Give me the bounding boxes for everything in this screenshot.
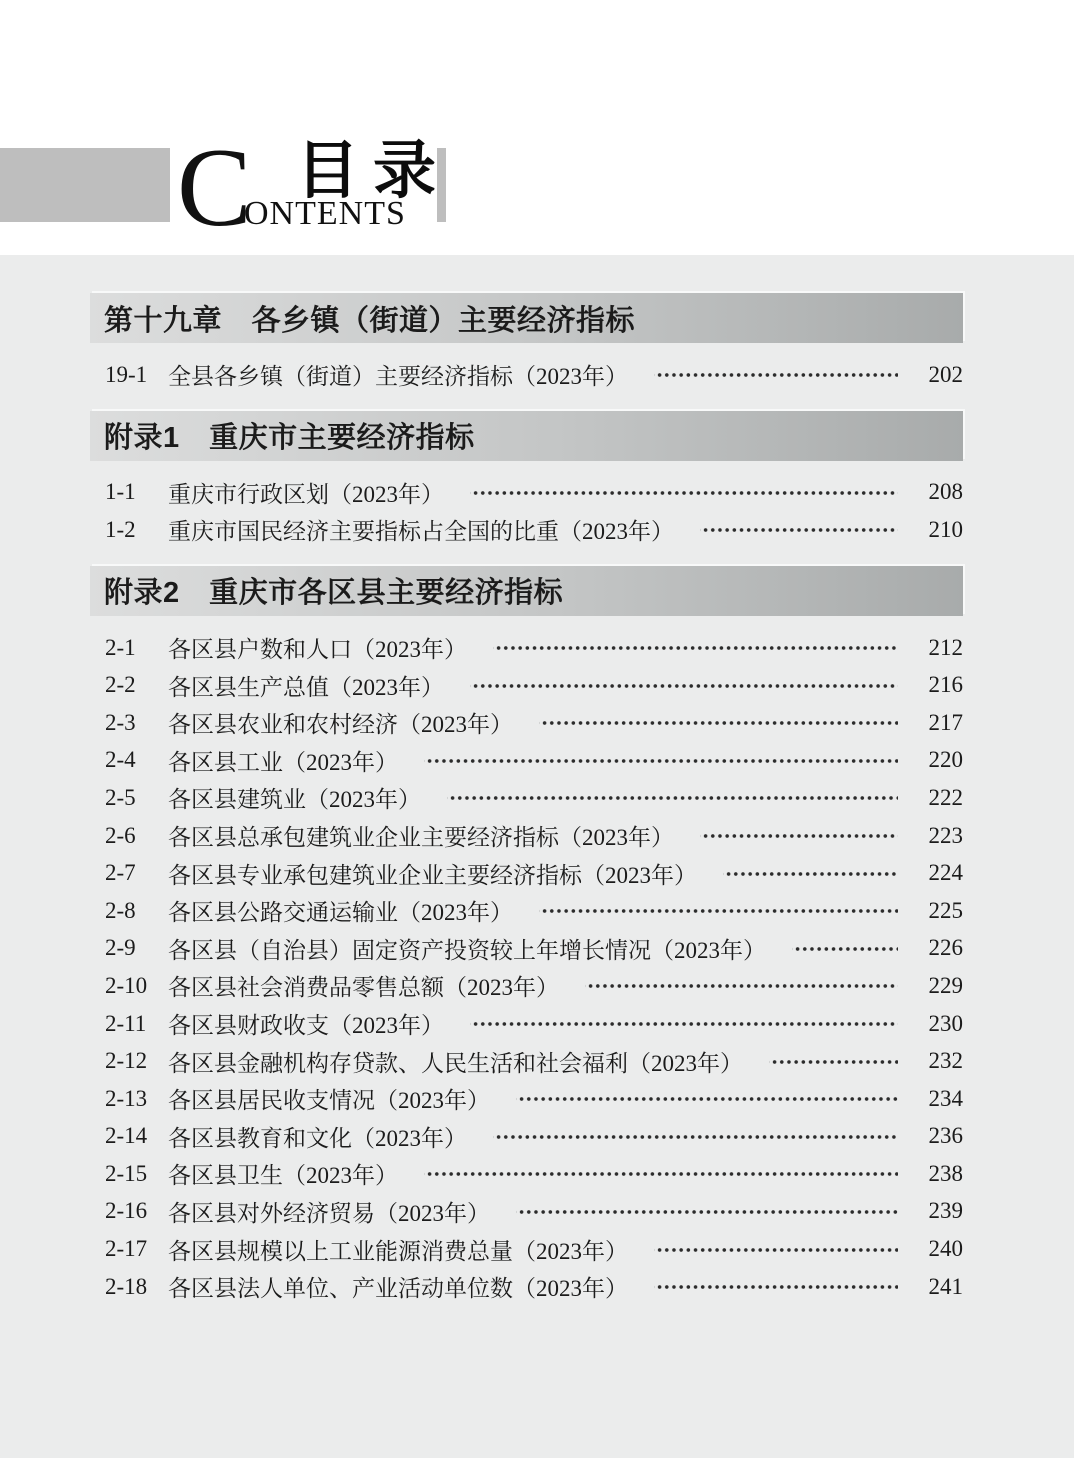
entry-title: 各区县生产总值（2023年） (168, 674, 444, 700)
toc-entry (90, 1118, 963, 1156)
entry-title: 各区县总承包建筑业企业主要经济指标（2023年） (168, 825, 674, 851)
entry-page-number: 224 (928, 860, 963, 886)
entry-number: 2-3 (105, 709, 136, 735)
dot-leader (516, 1193, 898, 1231)
entry-page-number: 202 (928, 361, 963, 387)
toc-section (90, 293, 963, 394)
entry-title: 各区县对外经济贸易（2023年） (168, 1200, 490, 1226)
entry-title: 各区县建筑业（2023年） (168, 787, 421, 813)
dot-leader (539, 704, 898, 742)
entry-title: 各区县工业（2023年） (168, 749, 398, 775)
toc-entry (90, 511, 963, 549)
entry-title: 重庆市国民经济主要指标占全国的比重（2023年） (168, 519, 674, 545)
entry-page-number: 210 (928, 516, 963, 542)
dot-leader (723, 854, 898, 892)
entry-title: 各区县居民收支情况（2023年） (168, 1088, 490, 1114)
dot-leader (539, 892, 898, 930)
entry-number: 2-5 (105, 784, 136, 810)
entry-number: 1-2 (105, 516, 136, 542)
section-header-bar: 附录2 重庆市各区县主要经济指标 (90, 566, 963, 616)
entry-page-number: 229 (928, 972, 963, 998)
toc-entry (90, 854, 963, 892)
dot-leader (424, 1155, 898, 1193)
entry-number: 2-7 (105, 860, 136, 886)
toc-entry (90, 1193, 963, 1231)
entry-number: 2-6 (105, 822, 136, 848)
toc-entry (90, 779, 963, 817)
entry-number: 2-4 (105, 747, 136, 773)
dot-leader (769, 1042, 898, 1080)
entry-page-number: 220 (928, 747, 963, 773)
toc-entry (90, 356, 963, 394)
contents-logo-initial: C (177, 126, 252, 250)
entry-page-number: 240 (928, 1236, 963, 1262)
entry-number: 2-1 (105, 634, 136, 660)
entry-number: 2-2 (105, 672, 136, 698)
dot-leader (700, 817, 898, 855)
entry-page-number: 208 (928, 479, 963, 505)
dot-leader (654, 1268, 898, 1306)
contents-logo-word: ONTENTS (244, 195, 406, 232)
entry-page-number: 222 (928, 784, 963, 810)
entry-page-number: 212 (928, 634, 963, 660)
dot-leader (654, 1230, 898, 1268)
toc-entry (90, 1042, 963, 1080)
entry-number: 2-18 (105, 1273, 148, 1299)
entry-number: 2-14 (105, 1123, 148, 1149)
entry-title: 各区县公路交通运输业（2023年） (168, 900, 513, 926)
toc (90, 293, 963, 1305)
toc-entry (90, 1005, 963, 1043)
contents-logo-cjk-title: 目录 (296, 136, 450, 206)
entry-number: 2-8 (105, 897, 136, 923)
entry-title: 各区县规模以上工业能源消费总量（2023年） (168, 1238, 628, 1264)
entry-number: 2-15 (105, 1160, 148, 1186)
entry-number: 2-13 (105, 1085, 148, 1111)
entry-number: 19-1 (105, 361, 148, 387)
dot-leader (447, 779, 898, 817)
dot-leader (493, 629, 898, 667)
entry-page-number: 230 (928, 1010, 963, 1036)
entry-title: 各区县（自治县）固定资产投资较上年增长情况（2023年） (168, 937, 766, 963)
entry-title: 全县各乡镇（街道）主要经济指标（2023年） (168, 364, 628, 390)
entry-title: 各区县专业承包建筑业企业主要经济指标（2023年） (168, 862, 697, 888)
entry-page-number: 225 (928, 897, 963, 923)
toc-entry (90, 817, 963, 855)
entry-page-number: 226 (928, 935, 963, 961)
toc-entry (90, 666, 963, 704)
entry-title: 各区县社会消费品零售总额（2023年） (168, 975, 559, 1001)
entry-title: 各区县金融机构存贷款、人民生活和社会福利（2023年） (168, 1050, 743, 1076)
toc-entry (90, 474, 963, 512)
dot-leader (424, 742, 898, 780)
toc-section (90, 566, 963, 1306)
entry-title: 重庆市行政区划（2023年） (168, 481, 444, 507)
entry-page-number: 234 (928, 1085, 963, 1111)
toc-entry (90, 1268, 963, 1306)
dot-leader (700, 511, 898, 549)
entry-page-number: 238 (928, 1160, 963, 1186)
entry-number: 2-17 (105, 1236, 148, 1262)
toc-entry (90, 1155, 963, 1193)
dot-leader (470, 1005, 898, 1043)
dot-leader (585, 967, 898, 1005)
dot-leader (470, 474, 898, 512)
entry-number: 2-10 (105, 972, 148, 998)
section-header-bar: 第十九章 各乡镇（街道）主要经济指标 (90, 293, 963, 343)
entry-title: 各区县卫生（2023年） (168, 1163, 398, 1189)
entry-number: 2-16 (105, 1198, 148, 1224)
entry-page-number: 232 (928, 1048, 963, 1074)
toc-entry (90, 1230, 963, 1268)
toc-entry (90, 892, 963, 930)
entry-page-number: 223 (928, 822, 963, 848)
section-header-bar: 附录1 重庆市主要经济指标 (90, 411, 963, 461)
toc-entry (90, 629, 963, 667)
entry-title: 各区县教育和文化（2023年） (168, 1125, 467, 1151)
dot-leader (493, 1118, 898, 1156)
entry-title: 各区县财政收支（2023年） (168, 1013, 444, 1039)
entry-title: 各区县法人单位、产业活动单位数（2023年） (168, 1276, 628, 1302)
entry-page-number: 241 (928, 1273, 963, 1299)
toc-entry (90, 967, 963, 1005)
entry-page-number: 217 (928, 709, 963, 735)
toc-entry (90, 704, 963, 742)
dot-leader (516, 1080, 898, 1118)
toc-section (90, 411, 963, 549)
dot-leader (654, 356, 898, 394)
header-left-gray-block (0, 148, 170, 222)
toc-entry (90, 930, 963, 968)
entry-number: 2-9 (105, 935, 136, 961)
entry-title: 各区县户数和人口（2023年） (168, 637, 467, 663)
toc-entry (90, 1080, 963, 1118)
entry-number: 1-1 (105, 479, 136, 505)
entry-number: 2-12 (105, 1048, 148, 1074)
dot-leader (792, 930, 898, 968)
entry-number: 2-11 (105, 1010, 147, 1036)
entry-page-number: 236 (928, 1123, 963, 1149)
entry-page-number: 216 (928, 672, 963, 698)
entry-page-number: 239 (928, 1198, 963, 1224)
entry-title: 各区县农业和农村经济（2023年） (168, 712, 513, 738)
toc-entry (90, 742, 963, 780)
dot-leader (470, 666, 898, 704)
